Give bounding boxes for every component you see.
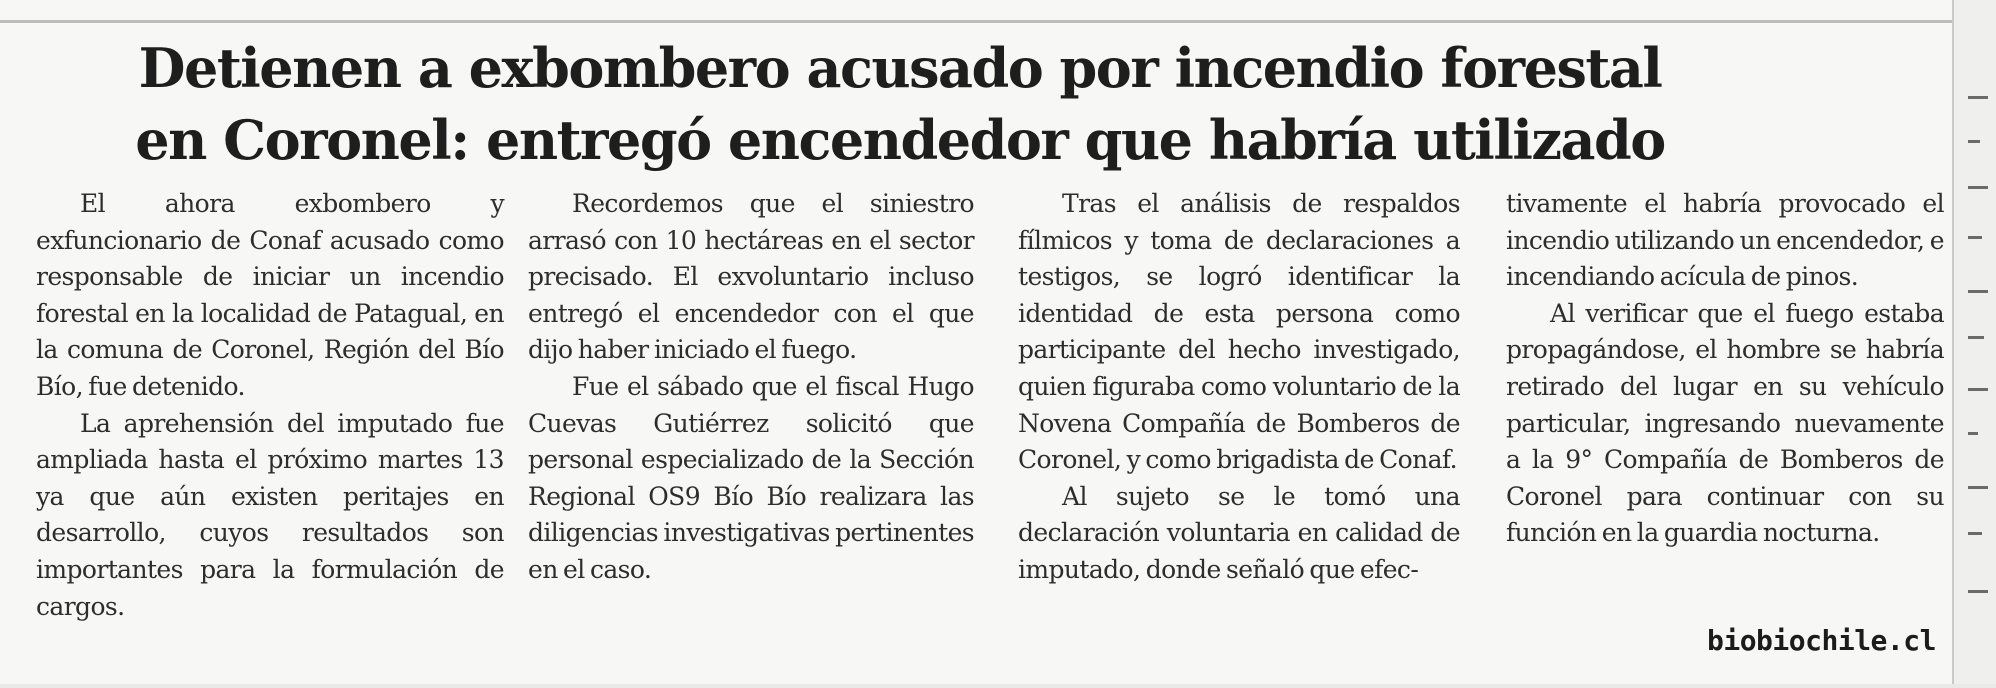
top-divider (0, 6, 1952, 23)
adjacent-text-fragment (1968, 336, 1984, 339)
paragraph: Al sujeto se le tomó una declaración voluntaria en calidad de imputado, donde señaló que efec- (1018, 481, 1460, 584)
paragraph: El ahora exbombero y exfuncionario de Conaf acusado como responsable de iniciar un incendio forestal en la localidad de Patagual, en la comuna de Coronel, Región del Bío Bío, fue detenido. (36, 189, 504, 401)
adjacent-text-fragment (1968, 290, 1988, 293)
paragraph: Fue el sábado que el fiscal Hugo Cuevas Gutiérrez solicitó que personal especializado de la Sección Regional OS9 Bío Bío realizara las diligencias investigativas pertinentes en el caso. (528, 371, 974, 584)
adjacent-text-fragment (1968, 532, 1982, 535)
adjacent-text-fragment (1968, 388, 1988, 391)
adjacent-text-fragment (1968, 486, 1988, 489)
paragraph: Al verificar que el fuego estaba propagándose, el hombre se habría retirado del lugar en su vehículo particular, ingresando nuevamente a la 9° Compañía de Bomberos de Coronel para continuar con su función en la guardia nocturna. (1506, 298, 1944, 548)
article-column-4 (1506, 186, 1944, 552)
paragraph: tivamente el habría provocado el incendio utilizando un encendedor, e incendiando acícula de pinos. (1506, 189, 1944, 292)
paragraph: La aprehensión del imputado fue ampliada hasta el próximo martes 13 ya que aún existen peritajes en desarrollo, cuyos resultados son importantes para la formulación de cargos. (36, 408, 504, 621)
adjacent-text-fragment (1968, 140, 1980, 143)
headline-line-1: Detienen a exbombero acusado por incendio forestal (138, 36, 1662, 100)
adjacent-text-fragment (1968, 236, 1982, 239)
article-headline (120, 32, 1680, 176)
article-column-3 (1018, 186, 1460, 589)
adjacent-text-fragment (1968, 96, 1988, 99)
bottom-scan-edge (0, 684, 1996, 688)
source-credit: biobiochile.cl (1706, 624, 1936, 657)
adjacent-text-fragment (1968, 590, 1988, 593)
headline-line-2: en Coronel: entregó encendedor que habría utilizado (135, 108, 1665, 172)
article-column-1 (36, 186, 504, 625)
adjacent-column-fragment (1954, 0, 1996, 688)
paragraph: Recordemos que el siniestro arrasó con 10 hectáreas en el sector precisado. El exvoluntario incluso entregó el encendedor con el que dijo haber iniciado el fuego. (528, 189, 974, 365)
article-column-2 (528, 186, 974, 589)
adjacent-text-fragment (1968, 432, 1978, 435)
adjacent-text-fragment (1968, 186, 1988, 189)
paragraph: Tras el análisis de respaldos fílmicos y toma de declaraciones a testigos, se logró identificar la identidad de esta persona como participante del hecho investigado, quien figuraba como voluntario de la Novena Compañía de Bomberos de Coronel, y como brigadista de Conaf. (1018, 189, 1460, 475)
